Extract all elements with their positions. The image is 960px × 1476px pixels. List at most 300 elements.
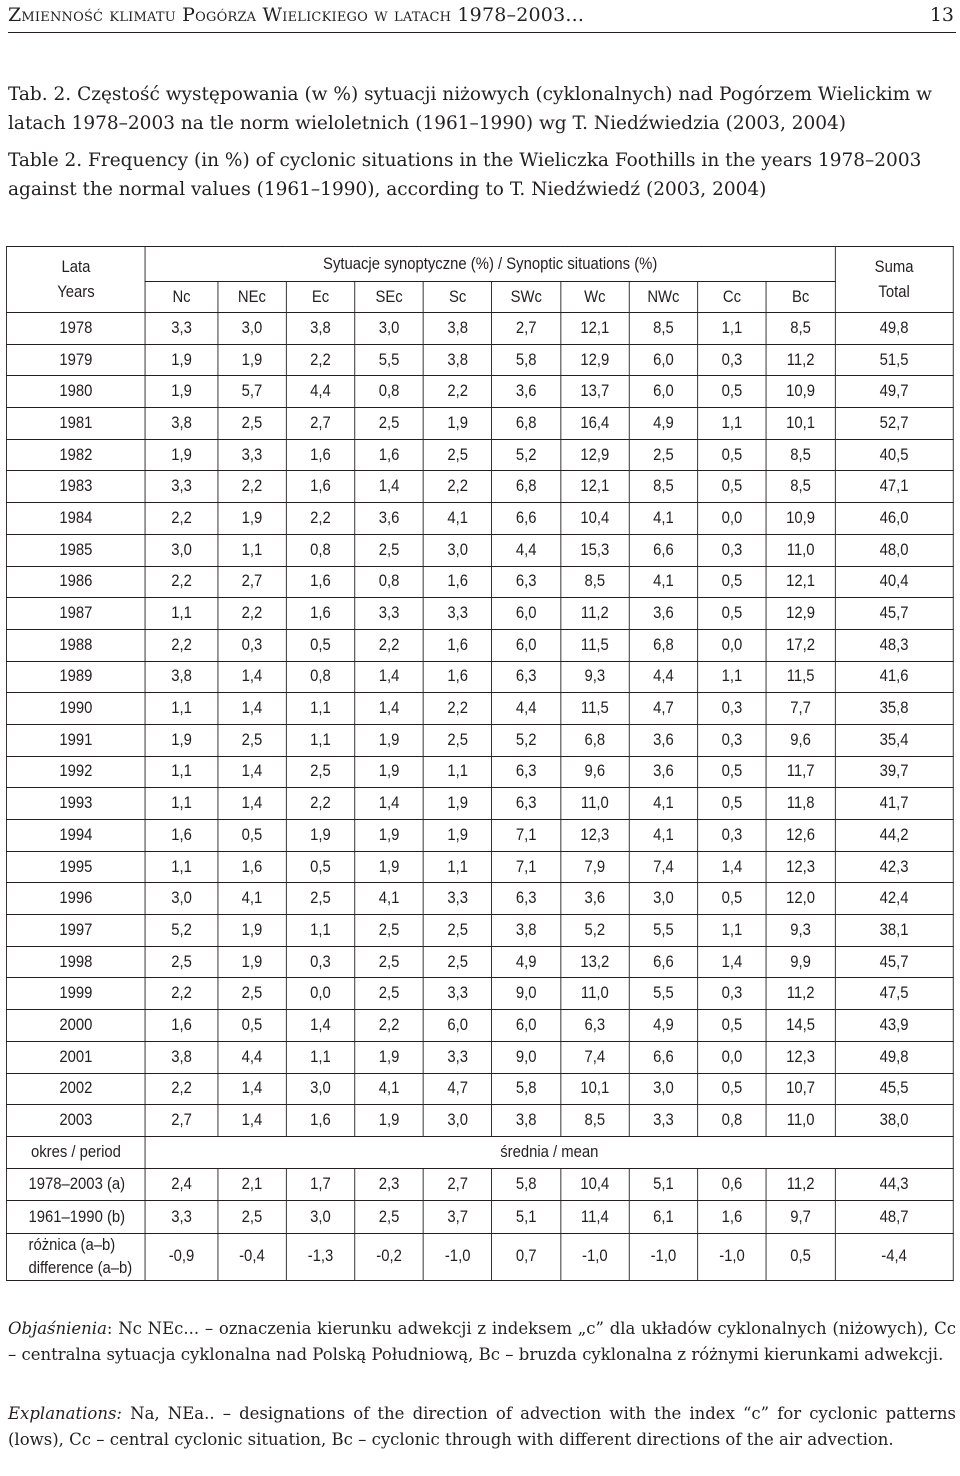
value-cell: 1,9 [355, 756, 424, 788]
value-cell: 12,6 [766, 820, 835, 852]
table-row [6, 439, 953, 471]
difference-label-cell [6, 1233, 145, 1280]
total-cell: 35,8 [835, 693, 953, 725]
value-cell: 3,8 [423, 313, 492, 345]
value-cell: 10,1 [561, 1073, 630, 1105]
year-cell: 1980 [6, 376, 145, 408]
value-cell: 1,1 [423, 851, 492, 883]
value-cell: 17,2 [766, 629, 835, 661]
value-cell: 6,3 [492, 788, 561, 820]
value-cell: 5,7 [218, 376, 287, 408]
value-cell: 1,6 [423, 566, 492, 598]
value-cell: 3,6 [561, 883, 630, 915]
value-cell: 6,0 [629, 344, 698, 376]
value-cell: 2,2 [145, 1073, 217, 1105]
value-cell: 3,6 [355, 503, 424, 535]
value-cell: 3,3 [423, 883, 492, 915]
summary-value-cell: 3,0 [286, 1201, 355, 1234]
value-cell: 3,3 [355, 598, 424, 630]
value-cell: 11,2 [766, 344, 835, 376]
explanations-english [8, 1401, 956, 1453]
value-cell: 3,0 [355, 313, 424, 345]
value-cell: 0,3 [286, 946, 355, 978]
value-cell: 1,6 [286, 439, 355, 471]
value-cell: 2,2 [145, 503, 217, 535]
value-cell: 2,2 [145, 566, 217, 598]
value-cell: 1,9 [355, 1105, 424, 1137]
value-cell: 11,2 [766, 978, 835, 1010]
value-cell: 4,9 [629, 1010, 698, 1042]
value-cell: 2,5 [286, 756, 355, 788]
value-cell: 2,5 [629, 439, 698, 471]
summary-value-cell: 5,8 [492, 1168, 561, 1201]
difference-label-pl: różnica (a–b) [28, 1235, 116, 1254]
value-cell: 0,8 [286, 534, 355, 566]
period-header-row [6, 1136, 953, 1168]
difference-value-cell: -1,0 [423, 1233, 492, 1280]
table-container [6, 246, 954, 1281]
value-cell: 0,0 [698, 629, 767, 661]
value-cell: 2,2 [423, 693, 492, 725]
value-cell: 4,4 [492, 693, 561, 725]
value-cell: 6,8 [629, 629, 698, 661]
year-cell: 1990 [6, 693, 145, 725]
value-cell: 1,9 [145, 376, 217, 408]
value-cell: 3,8 [492, 915, 561, 947]
total-cell: 45,7 [835, 946, 953, 978]
value-cell: 1,1 [698, 661, 767, 693]
value-cell: 6,0 [423, 1010, 492, 1042]
years-header-en: Years [57, 282, 95, 301]
value-cell: 2,2 [355, 629, 424, 661]
value-cell: 0,5 [698, 439, 767, 471]
table-row [6, 820, 953, 852]
years-header-cell [6, 247, 145, 313]
value-cell: 6,0 [492, 1010, 561, 1042]
value-cell: 3,0 [286, 1073, 355, 1105]
page-number: 13 [929, 4, 954, 26]
period-label: okres / period [6, 1136, 145, 1168]
difference-value-cell: -1,0 [629, 1233, 698, 1280]
total-cell: 52,7 [835, 408, 953, 440]
summary-period-label: 1978–2003 (a) [6, 1168, 145, 1201]
value-cell: 9,3 [766, 915, 835, 947]
table-row [6, 1010, 953, 1042]
value-cell: 1,9 [355, 820, 424, 852]
table-row [6, 915, 953, 947]
value-cell: 8,5 [561, 566, 630, 598]
value-cell: 2,2 [145, 629, 217, 661]
value-cell: 3,6 [492, 376, 561, 408]
value-cell: 6,0 [492, 629, 561, 661]
year-cell: 2002 [6, 1073, 145, 1105]
year-cell: 1999 [6, 978, 145, 1010]
explanations-polish-text: : Nc NEc... – oznaczenia kierunku adwekcji z indeksem „c” dla układów cyklonalnych (niżowych), Cc – centralna sytuacja cyklonalna nad Polską Południową, Bc – bruzda cyklonalna z różnymi kierunkami adwekcji. [8, 1319, 956, 1364]
table-row [6, 1073, 953, 1105]
year-cell: 2000 [6, 1010, 145, 1042]
column-header-cc: Cc [698, 282, 767, 313]
summary-value-cell: 3,3 [145, 1201, 217, 1234]
table-row [6, 1105, 953, 1137]
value-cell: 0,0 [286, 978, 355, 1010]
value-cell: 0,3 [698, 978, 767, 1010]
value-cell: 8,5 [629, 313, 698, 345]
value-cell: 4,7 [423, 1073, 492, 1105]
table-row [6, 598, 953, 630]
table-row [6, 344, 953, 376]
value-cell: 4,1 [629, 503, 698, 535]
value-cell: 1,1 [218, 534, 287, 566]
value-cell: 2,7 [286, 408, 355, 440]
value-cell: 4,4 [629, 661, 698, 693]
value-cell: 6,8 [492, 408, 561, 440]
value-cell: 1,4 [355, 693, 424, 725]
value-cell: 2,7 [218, 566, 287, 598]
value-cell: 0,8 [286, 661, 355, 693]
total-cell: 42,3 [835, 851, 953, 883]
value-cell: 1,9 [218, 503, 287, 535]
value-cell: 3,3 [423, 598, 492, 630]
summary-value-cell: 2,7 [423, 1168, 492, 1201]
table-row [6, 471, 953, 503]
difference-value-cell: 0,5 [766, 1233, 835, 1280]
value-cell: 4,1 [629, 820, 698, 852]
value-cell: 1,4 [218, 788, 287, 820]
value-cell: 1,6 [145, 820, 217, 852]
year-cell: 1994 [6, 820, 145, 852]
value-cell: 2,5 [286, 883, 355, 915]
value-cell: 6,6 [629, 946, 698, 978]
value-cell: 5,5 [629, 915, 698, 947]
value-cell: 0,5 [286, 629, 355, 661]
value-cell: 0,8 [698, 1105, 767, 1137]
total-header-pl: Suma [874, 257, 914, 276]
value-cell: 0,8 [355, 566, 424, 598]
value-cell: 0,8 [355, 376, 424, 408]
value-cell: 2,2 [355, 1010, 424, 1042]
summary-value-cell: 5,1 [492, 1201, 561, 1234]
value-cell: 5,8 [492, 344, 561, 376]
value-cell: 1,1 [286, 915, 355, 947]
value-cell: 5,2 [492, 439, 561, 471]
value-cell: 1,6 [355, 439, 424, 471]
year-cell: 1996 [6, 883, 145, 915]
summary-value-cell: 11,2 [766, 1168, 835, 1201]
summary-value-cell: 2,5 [218, 1201, 287, 1234]
value-cell: 11,8 [766, 788, 835, 820]
total-cell: 45,7 [835, 598, 953, 630]
value-cell: 4,7 [629, 693, 698, 725]
value-cell: 11,7 [766, 756, 835, 788]
value-cell: 8,5 [561, 1105, 630, 1137]
running-head-title: Zmienność klimatu Pogórza Wielickiego w latach 1978–2003... [8, 4, 585, 26]
value-cell: 0,5 [218, 1010, 287, 1042]
synoptic-situations-header: Sytuacje synoptyczne (%) / Synoptic situations (%) [145, 247, 834, 282]
summary-value-cell: 11,4 [561, 1201, 630, 1234]
value-cell: 1,1 [145, 851, 217, 883]
total-cell: 45,5 [835, 1073, 953, 1105]
table-row [6, 376, 953, 408]
value-cell: 1,9 [145, 344, 217, 376]
value-cell: 5,5 [355, 344, 424, 376]
value-cell: 11,0 [766, 534, 835, 566]
table-row [6, 724, 953, 756]
years-header-pl: Lata [61, 257, 91, 276]
column-header-sec: SEc [355, 282, 424, 313]
total-cell: 49,7 [835, 376, 953, 408]
year-cell: 1985 [6, 534, 145, 566]
value-cell: 1,1 [145, 693, 217, 725]
table-row [6, 788, 953, 820]
value-cell: 1,9 [286, 820, 355, 852]
table-row [6, 1041, 953, 1073]
value-cell: 11,5 [561, 693, 630, 725]
value-cell: 11,5 [766, 661, 835, 693]
value-cell: 4,1 [218, 883, 287, 915]
value-cell: 9,6 [561, 756, 630, 788]
value-cell: 6,3 [561, 1010, 630, 1042]
value-cell: 0,5 [698, 756, 767, 788]
value-cell: 1,1 [286, 724, 355, 756]
value-cell: 3,0 [423, 1105, 492, 1137]
total-cell: 47,5 [835, 978, 953, 1010]
value-cell: 1,4 [355, 471, 424, 503]
value-cell: 3,0 [423, 534, 492, 566]
value-cell: 3,8 [145, 408, 217, 440]
value-cell: 1,4 [355, 661, 424, 693]
table-row [6, 408, 953, 440]
value-cell: 6,3 [492, 883, 561, 915]
table-caption-english: Table 2. Frequency (in %) of cyclonic situations in the Wieliczka Foothills in the years 1978–2003 against the normal values (1961–1990), according to T. Niedźwiedź (2003, 2004) [8, 150, 922, 200]
value-cell: 5,2 [561, 915, 630, 947]
value-cell: 2,2 [286, 344, 355, 376]
difference-row [6, 1233, 953, 1280]
year-cell: 2003 [6, 1105, 145, 1137]
value-cell: 16,4 [561, 408, 630, 440]
year-cell: 1998 [6, 946, 145, 978]
value-cell: 11,2 [561, 598, 630, 630]
value-cell: 1,9 [218, 946, 287, 978]
table-row [6, 946, 953, 978]
value-cell: 7,1 [492, 820, 561, 852]
column-header-sc: Sc [423, 282, 492, 313]
value-cell: 5,2 [492, 724, 561, 756]
value-cell: 2,2 [423, 376, 492, 408]
value-cell: 8,5 [766, 313, 835, 345]
year-cell: 1983 [6, 471, 145, 503]
value-cell: 3,0 [629, 1073, 698, 1105]
summary-value-cell: 2,1 [218, 1168, 287, 1201]
value-cell: 1,6 [145, 1010, 217, 1042]
value-cell: 10,1 [766, 408, 835, 440]
value-cell: 9,0 [492, 1041, 561, 1073]
value-cell: 6,8 [561, 724, 630, 756]
value-cell: 1,1 [423, 756, 492, 788]
value-cell: 0,5 [286, 851, 355, 883]
value-cell: 14,5 [766, 1010, 835, 1042]
difference-value-cell: -1,3 [286, 1233, 355, 1280]
total-cell: 42,4 [835, 883, 953, 915]
summary-value-cell: 5,1 [629, 1168, 698, 1201]
year-cell: 1991 [6, 724, 145, 756]
value-cell: 7,9 [561, 851, 630, 883]
value-cell: 2,2 [218, 471, 287, 503]
value-cell: 0,0 [698, 1041, 767, 1073]
year-cell: 1981 [6, 408, 145, 440]
value-cell: 11,0 [766, 1105, 835, 1137]
value-cell: 3,0 [218, 313, 287, 345]
value-cell: 15,3 [561, 534, 630, 566]
total-cell: 43,9 [835, 1010, 953, 1042]
value-cell: 1,6 [286, 598, 355, 630]
value-cell: 12,9 [561, 439, 630, 471]
year-cell: 2001 [6, 1041, 145, 1073]
value-cell: 10,9 [766, 376, 835, 408]
value-cell: 1,4 [218, 756, 287, 788]
value-cell: 0,3 [698, 534, 767, 566]
value-cell: 5,8 [492, 1073, 561, 1105]
value-cell: 11,0 [561, 978, 630, 1010]
total-header-cell [835, 247, 953, 313]
value-cell: 2,2 [423, 471, 492, 503]
value-cell: 4,1 [423, 503, 492, 535]
explanations-polish [8, 1316, 956, 1368]
value-cell: 0,5 [698, 376, 767, 408]
value-cell: 11,0 [561, 788, 630, 820]
value-cell: 2,5 [355, 408, 424, 440]
value-cell: 2,7 [492, 313, 561, 345]
value-cell: 10,7 [766, 1073, 835, 1105]
value-cell: 8,5 [766, 439, 835, 471]
value-cell: 2,5 [355, 946, 424, 978]
value-cell: 3,3 [423, 978, 492, 1010]
value-cell: 0,3 [698, 820, 767, 852]
value-cell: 0,5 [698, 1073, 767, 1105]
year-cell: 1995 [6, 851, 145, 883]
difference-value-cell: -0,2 [355, 1233, 424, 1280]
value-cell: 1,9 [423, 820, 492, 852]
summary-value-cell: 2,4 [145, 1168, 217, 1201]
explanations-english-text: Na, NEa.. – designations of the direction of advection with the index “c” for cyclonic patterns (lows), Cc – central cyclonic situation, Bc – cyclonic through with different directions of the air advection. [8, 1404, 956, 1449]
summary-total-cell: 44,3 [835, 1168, 953, 1201]
value-cell: 1,1 [286, 693, 355, 725]
total-cell: 39,7 [835, 756, 953, 788]
summary-row [6, 1201, 953, 1234]
value-cell: 12,3 [766, 851, 835, 883]
value-cell: 12,1 [561, 313, 630, 345]
value-cell: 3,3 [145, 471, 217, 503]
running-head [8, 2, 956, 33]
summary-value-cell: 2,3 [355, 1168, 424, 1201]
value-cell: 3,8 [145, 1041, 217, 1073]
cyclonic-situations-table [6, 246, 954, 1281]
value-cell: 5,2 [145, 915, 217, 947]
header-row-columns [6, 282, 953, 313]
total-cell: 51,5 [835, 344, 953, 376]
value-cell: 2,5 [355, 978, 424, 1010]
total-cell: 48,0 [835, 534, 953, 566]
summary-value-cell: 6,1 [629, 1201, 698, 1234]
summary-row [6, 1168, 953, 1201]
summary-period-label: 1961–1990 (b) [6, 1201, 145, 1234]
value-cell: 1,1 [698, 915, 767, 947]
value-cell: 3,8 [286, 313, 355, 345]
table-row [6, 756, 953, 788]
value-cell: 3,8 [492, 1105, 561, 1137]
table-caption-polish: Tab. 2. Częstość występowania (w %) sytuacji niżowych (cyklonalnych) nad Pogórzem Wielickim w latach 1978–2003 na tle norm wieloletnich (1961–1990) wg T. Niedźwiedzia (2003, 2004) [8, 84, 932, 134]
value-cell: 8,5 [766, 471, 835, 503]
value-cell: 0,5 [698, 883, 767, 915]
summary-value-cell: 10,4 [561, 1168, 630, 1201]
column-header-bc: Bc [766, 282, 835, 313]
value-cell: 3,8 [423, 344, 492, 376]
year-cell: 1992 [6, 756, 145, 788]
value-cell: 1,9 [218, 344, 287, 376]
value-cell: 4,1 [629, 788, 698, 820]
table-row [6, 313, 953, 345]
value-cell: 1,6 [218, 851, 287, 883]
value-cell: 6,8 [492, 471, 561, 503]
value-cell: 2,5 [218, 978, 287, 1010]
value-cell: 0,5 [698, 788, 767, 820]
value-cell: 4,1 [355, 883, 424, 915]
value-cell: 1,1 [145, 756, 217, 788]
summary-value-cell: 1,7 [286, 1168, 355, 1201]
value-cell: 6,0 [629, 376, 698, 408]
value-cell: 7,1 [492, 851, 561, 883]
year-cell: 1989 [6, 661, 145, 693]
value-cell: 3,6 [629, 598, 698, 630]
value-cell: 1,9 [355, 851, 424, 883]
value-cell: 3,3 [423, 1041, 492, 1073]
value-cell: 0,5 [698, 471, 767, 503]
value-cell: 13,2 [561, 946, 630, 978]
value-cell: 6,3 [492, 566, 561, 598]
value-cell: 0,3 [698, 724, 767, 756]
total-cell: 41,7 [835, 788, 953, 820]
value-cell: 2,5 [355, 534, 424, 566]
value-cell: 1,6 [286, 566, 355, 598]
column-header-nec: NEc [218, 282, 287, 313]
column-header-wc: Wc [561, 282, 630, 313]
value-cell: 2,5 [145, 946, 217, 978]
header-row-group [6, 247, 953, 282]
value-cell: 0,5 [698, 1010, 767, 1042]
total-cell: 49,8 [835, 313, 953, 345]
value-cell: 4,4 [218, 1041, 287, 1073]
value-cell: 7,4 [561, 1041, 630, 1073]
value-cell: 9,0 [492, 978, 561, 1010]
total-cell: 46,0 [835, 503, 953, 535]
mean-label: średnia / mean [145, 1136, 953, 1168]
value-cell: 3,0 [629, 883, 698, 915]
value-cell: 12,1 [766, 566, 835, 598]
column-header-ec: Ec [286, 282, 355, 313]
value-cell: 1,9 [145, 439, 217, 471]
difference-value-cell: -0,9 [145, 1233, 217, 1280]
value-cell: 12,1 [561, 471, 630, 503]
value-cell: 0,3 [698, 693, 767, 725]
year-cell: 1997 [6, 915, 145, 947]
table-row [6, 629, 953, 661]
value-cell: 3,6 [629, 724, 698, 756]
value-cell: 2,5 [423, 439, 492, 471]
value-cell: 9,6 [766, 724, 835, 756]
value-cell: 1,1 [145, 598, 217, 630]
value-cell: 1,9 [145, 724, 217, 756]
value-cell: 0,0 [698, 503, 767, 535]
total-cell: 38,0 [835, 1105, 953, 1137]
